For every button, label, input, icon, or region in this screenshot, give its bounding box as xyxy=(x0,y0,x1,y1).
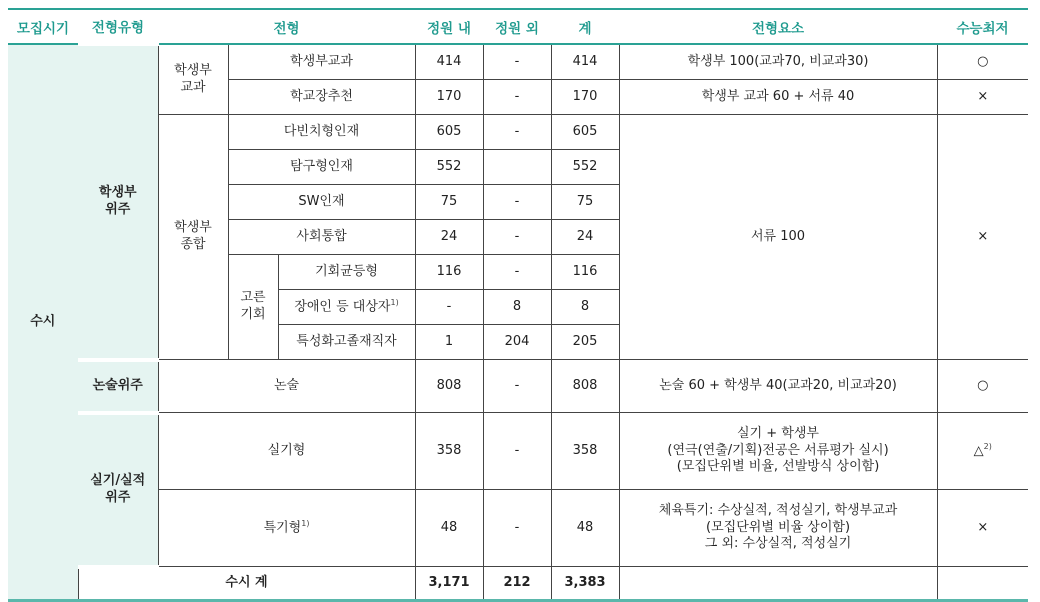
quota-sum: 552 xyxy=(551,150,619,185)
total-sum: 3,383 xyxy=(551,567,619,601)
quota-out: - xyxy=(483,185,551,220)
total-quota-in: 3,171 xyxy=(415,567,483,601)
element-line: 체육특기: 수상실적, 적성실기, 학생부교과 xyxy=(658,502,898,518)
quota-in: 170 xyxy=(415,80,483,115)
quota-in: 358 xyxy=(415,413,483,490)
group-goreun: 고른 기회 xyxy=(228,255,278,360)
quota-sum: 808 xyxy=(551,360,619,413)
quota-in: 48 xyxy=(415,490,483,567)
element-line: 그 외: 수상실적, 적성실기 xyxy=(704,536,852,552)
element-line: 실기 + 학생부 xyxy=(737,425,819,441)
footnote-marker: 1) xyxy=(301,518,310,528)
header-quota-out: 정원 외 xyxy=(483,9,551,44)
quota-in: 75 xyxy=(415,185,483,220)
quota-sum: 205 xyxy=(551,325,619,360)
total-label: 수시 계 xyxy=(78,567,415,601)
csat-min-cell: × xyxy=(937,490,1028,567)
footnote-marker: 2) xyxy=(983,441,992,451)
csat-min-cell: △$^{2)}$ xyxy=(937,413,1028,490)
header-admission: 전형 xyxy=(158,9,415,44)
quota-out: - xyxy=(483,220,551,255)
quota-in: 605 xyxy=(415,115,483,150)
quota-sum: 48 xyxy=(551,490,619,567)
quota-sum: 605 xyxy=(551,115,619,150)
quota-sum: 75 xyxy=(551,185,619,220)
quota-in: - xyxy=(415,290,483,325)
quota-in: 116 xyxy=(415,255,483,290)
quota-sum: 116 xyxy=(551,255,619,290)
quota-in: 552 xyxy=(415,150,483,185)
row-name: 특기형$^{1)}$ xyxy=(158,490,415,567)
row-name: 다빈치형인재 xyxy=(228,115,415,150)
table-row xyxy=(8,44,1028,80)
header-total: 계 xyxy=(551,9,619,44)
total-element-empty xyxy=(619,567,937,601)
table-row xyxy=(8,413,1028,490)
element-cell: 서류 100 xyxy=(619,115,937,360)
element-cell: 학생부 100(교과70, 비교과30) xyxy=(619,44,937,80)
footnote-marker: 1) xyxy=(390,297,399,307)
quota-out: - xyxy=(483,413,551,490)
element-cell xyxy=(619,490,937,567)
admission-table xyxy=(8,8,1028,602)
quota-sum: 414 xyxy=(551,44,619,80)
row-name: 논술 xyxy=(158,360,415,413)
csat-min-cell: ○ xyxy=(937,44,1028,80)
element-cell: 논술 60 + 학생부 40(교과20, 비교과20) xyxy=(619,360,937,413)
quota-sum: 24 xyxy=(551,220,619,255)
element-cell xyxy=(619,413,937,490)
header-type: 전형유형 xyxy=(78,9,158,44)
type-student-record: 학생부 위주 xyxy=(78,44,158,360)
quota-out: - xyxy=(483,115,551,150)
quota-in: 1 xyxy=(415,325,483,360)
quota-out: - xyxy=(483,255,551,290)
row-name: 특성화고졸재직자 xyxy=(278,325,415,360)
element-cell: 학생부 교과 60 + 서류 40 xyxy=(619,80,937,115)
type-practical: 실기/실적 위주 xyxy=(78,413,158,567)
table-row xyxy=(8,490,1028,567)
period-cell: 수시 xyxy=(8,44,78,601)
type-essay: 논술위주 xyxy=(78,360,158,413)
row-name: 기회균등형 xyxy=(278,255,415,290)
quota-out: - xyxy=(483,490,551,567)
element-line: (모집단위별 비율, 선발방식 상이함) xyxy=(676,459,880,475)
quota-out: - xyxy=(483,80,551,115)
quota-out: - xyxy=(483,360,551,413)
quota-out: 8 xyxy=(483,290,551,325)
csat-min-cell: × xyxy=(937,80,1028,115)
header-quota-in: 정원 내 xyxy=(415,9,483,44)
row-name: 실기형 xyxy=(158,413,415,490)
quota-in: 414 xyxy=(415,44,483,80)
group-jonghap: 학생부 종합 xyxy=(158,115,228,360)
group-gyogwa: 학생부 교과 xyxy=(158,44,228,115)
total-quota-out: 212 xyxy=(483,567,551,601)
element-line: (모집단위별 비율 상이함) xyxy=(706,519,851,535)
csat-min-cell: ○ xyxy=(937,360,1028,413)
table-row xyxy=(8,115,1028,150)
element-line: (연극(연출/기획)전공은 서류평가 실시) xyxy=(667,442,889,458)
header-period: 모집시기 xyxy=(8,9,78,44)
row-name: 장애인 등 대상자$^{1)}$ xyxy=(278,290,415,325)
header-csat-min: 수능최저 xyxy=(937,9,1028,44)
row-name: 사회통합 xyxy=(228,220,415,255)
total-min-empty xyxy=(937,567,1028,601)
quota-in: 24 xyxy=(415,220,483,255)
row-name: 탐구형인재 xyxy=(228,150,415,185)
quota-out: 204 xyxy=(483,325,551,360)
row-name: 학생부교과 xyxy=(228,44,415,80)
quota-in: 808 xyxy=(415,360,483,413)
csat-min-cell: × xyxy=(937,115,1028,360)
row-name: 학교장추천 xyxy=(228,80,415,115)
header-element: 전형요소 xyxy=(619,9,937,44)
quota-sum: 8 xyxy=(551,290,619,325)
quota-sum: 358 xyxy=(551,413,619,490)
table-row xyxy=(8,360,1028,413)
row-name: SW인재 xyxy=(228,185,415,220)
total-row xyxy=(8,567,1028,601)
quota-out xyxy=(483,150,551,185)
quota-out: - xyxy=(483,44,551,80)
header-row xyxy=(8,9,1028,44)
quota-sum: 170 xyxy=(551,80,619,115)
